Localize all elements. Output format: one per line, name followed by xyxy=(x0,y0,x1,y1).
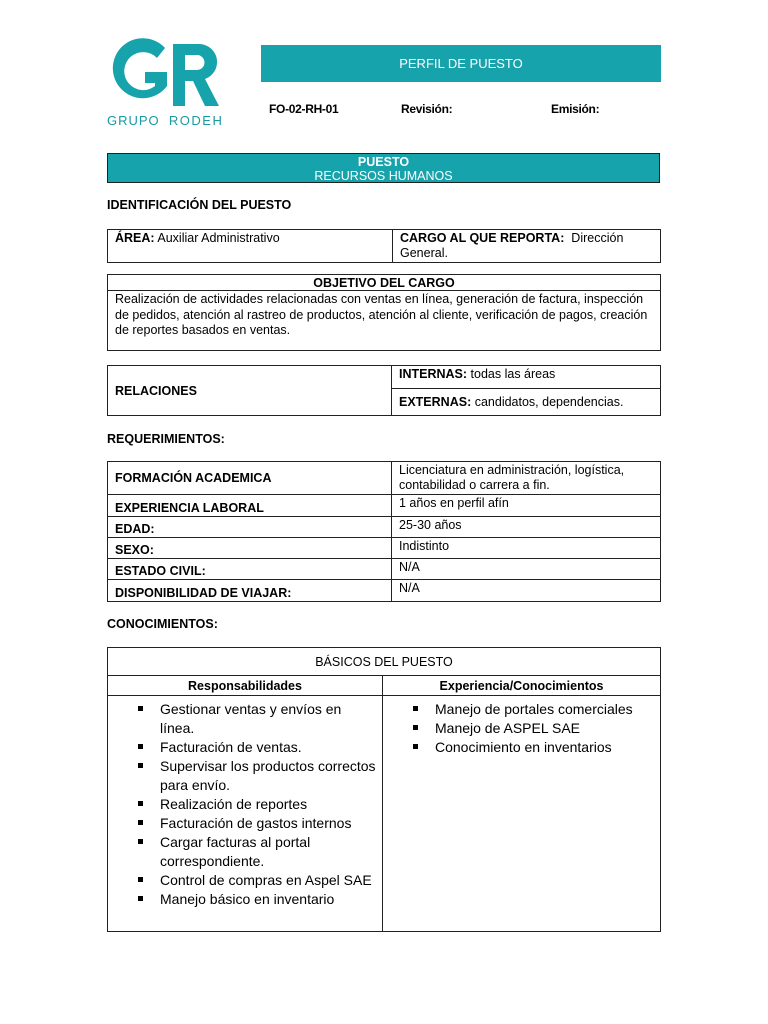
internas-label: INTERNAS: xyxy=(399,367,468,381)
cargo-label: CARGO AL QUE REPORTA: xyxy=(400,231,565,245)
list-item: Manejo de portales comerciales xyxy=(383,700,656,719)
document-title-bar xyxy=(261,45,661,82)
basicos-title: BÁSICOS DEL PUESTO xyxy=(108,648,661,676)
list-item: Conocimiento en inventarios xyxy=(383,738,656,757)
requerimientos-table xyxy=(107,461,661,602)
objetivo-table xyxy=(107,274,661,351)
responsabilidades-list xyxy=(108,700,378,909)
list-item: Manejo básico en inventario xyxy=(108,890,378,909)
list-item: Facturación de gastos internos xyxy=(108,814,378,833)
puesto-label: PUESTO xyxy=(357,155,410,169)
list-item: Gestionar ventas y envíos en línea. xyxy=(108,700,378,738)
req-label: FORMACIÓN ACADEMICA xyxy=(108,462,392,495)
req-value: Licenciatura en administración, logística, contabilidad o carrera a fin. xyxy=(392,462,661,495)
document-code: FO-02-RH-01 xyxy=(269,102,339,116)
responsabilidades-header: Responsabilidades xyxy=(108,676,383,696)
internas-value: todas las áreas xyxy=(467,367,556,381)
experiencia-header: Experiencia/Conocimientos xyxy=(383,676,661,696)
req-label: SEXO: xyxy=(108,538,392,559)
responsabilidades-cell xyxy=(108,696,383,932)
objetivo-heading: OBJETIVO DEL CARGO xyxy=(108,275,661,291)
puesto-banner xyxy=(107,153,660,183)
gr-logo-icon xyxy=(107,38,229,112)
list-item: Supervisar los productos correctos para envío. xyxy=(108,757,378,795)
list-item: Facturación de ventas. xyxy=(108,738,378,757)
req-label: EXPERIENCIA LABORAL xyxy=(108,495,392,517)
objetivo-text: Realización de actividades relacionadas con ventas en línea, generación de factura, inspección de pedidos, atención al rastreo de productos, atención al cliente, verificación de pagos, creación de reportes basados en ventas. xyxy=(108,291,661,351)
relaciones-table xyxy=(107,365,661,416)
conocimientos-table xyxy=(107,647,661,932)
area-label: ÁREA: xyxy=(115,231,155,245)
req-value: N/A xyxy=(392,559,661,580)
externas-cell xyxy=(392,389,661,416)
document-title: PERFIL DE PUESTO xyxy=(399,56,523,71)
experiencia-list xyxy=(383,700,656,757)
identificacion-table xyxy=(107,229,661,263)
area-cell xyxy=(108,230,393,263)
req-label: EDAD: xyxy=(108,517,392,538)
logo-name-left: GRUPO xyxy=(107,113,160,128)
list-item: Cargar facturas al portal correspondiente. xyxy=(108,833,378,871)
company-logo xyxy=(107,38,229,130)
externas-label: EXTERNAS: xyxy=(399,395,472,409)
area-value: Auxiliar Administrativo xyxy=(154,231,280,245)
externas-value: candidatos, dependencias. xyxy=(471,395,624,409)
requerimientos-heading: REQUERIMIENTOS: xyxy=(107,432,225,446)
emision-label: Emisión: xyxy=(551,102,600,116)
identificacion-heading: IDENTIFICACIÓN DEL PUESTO xyxy=(107,198,292,212)
list-item: Control de compras en Aspel SAE xyxy=(108,871,378,890)
revision-label: Revisión: xyxy=(401,102,453,116)
list-item: Manejo de ASPEL SAE xyxy=(383,719,656,738)
list-item: Realización de reportes xyxy=(108,795,378,814)
internas-cell xyxy=(392,366,661,389)
req-label: DISPONIBILIDAD DE VIAJAR: xyxy=(108,580,392,602)
cargo-cell xyxy=(393,230,661,263)
logo-wordmark xyxy=(107,113,223,128)
puesto-value: RECURSOS HUMANOS xyxy=(314,169,453,183)
req-label: ESTADO CIVIL: xyxy=(108,559,392,580)
req-value: N/A xyxy=(392,580,661,602)
conocimientos-heading: CONOCIMIENTOS: xyxy=(107,617,218,631)
req-value: Indistinto xyxy=(392,538,661,559)
logo-name-right: RODEH xyxy=(168,113,224,128)
req-value: 1 años en perfil afín xyxy=(392,495,661,517)
cargo-value: Dirección General. xyxy=(400,231,627,260)
relaciones-label: RELACIONES xyxy=(108,366,392,416)
experiencia-cell xyxy=(383,696,661,932)
req-value: 25-30 años xyxy=(392,517,661,538)
